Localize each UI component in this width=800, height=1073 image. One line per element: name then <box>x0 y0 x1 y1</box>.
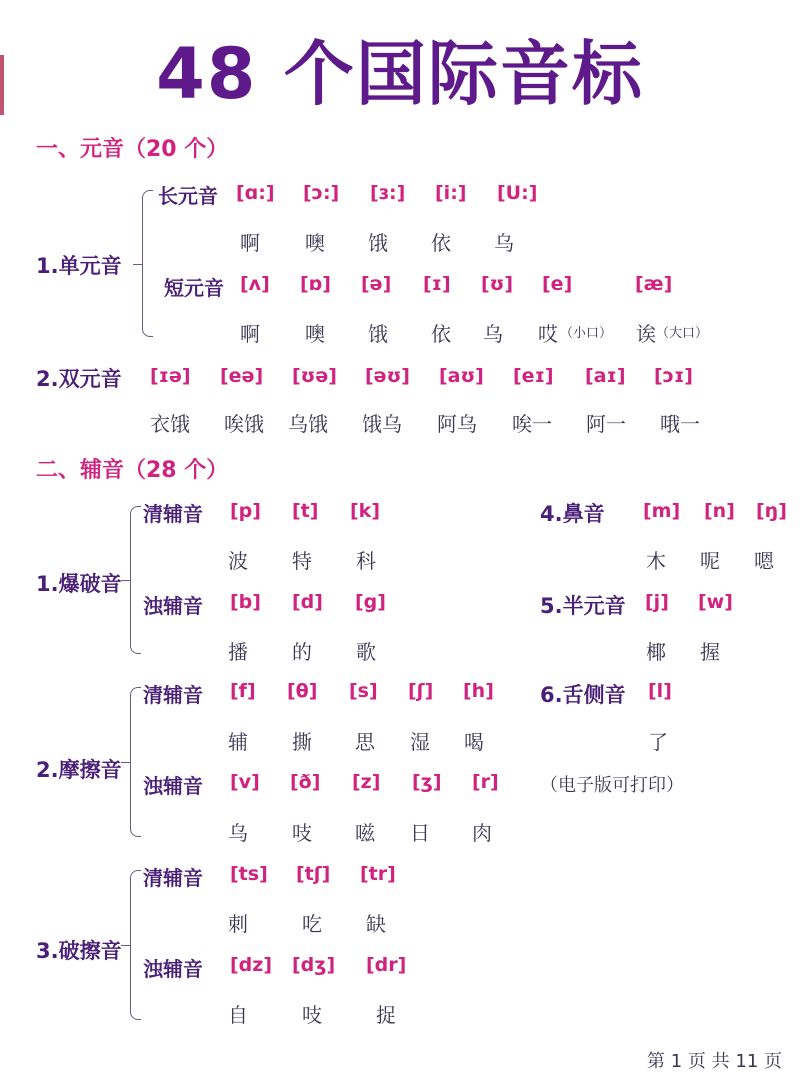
ipa-symbol: [k] <box>350 500 381 522</box>
ipa-symbol: [ts] <box>230 863 268 885</box>
hint-char: 自 <box>228 1003 248 1027</box>
ipa-symbol: [v] <box>230 771 260 793</box>
ipa-symbol: [eɪ] <box>513 365 554 387</box>
monophthong-label: 1.单元音 <box>36 254 122 278</box>
ipa-symbol: [dr] <box>366 954 407 976</box>
hint-char: 乌 <box>228 821 248 845</box>
ipa-symbol: [h] <box>463 680 494 702</box>
ipa-symbol: [æ] <box>635 273 673 295</box>
ipa-symbol: [ə] <box>361 273 392 295</box>
hint-char: 歌 <box>356 640 376 664</box>
hint-char: 嗯 <box>754 549 774 573</box>
hint-char: 乌 <box>483 322 503 346</box>
print-note: （电子版可打印） <box>540 775 684 796</box>
ipa-symbol: [j] <box>645 591 669 613</box>
voiceless-label: 清辅音 <box>143 502 203 526</box>
hint-char: 饿 <box>368 322 388 346</box>
hint-char: 阿乌 <box>437 412 477 436</box>
hint-char: 握 <box>700 640 720 664</box>
semivowel-label: 5.半元音 <box>540 594 626 618</box>
affricate-brace <box>130 870 141 1020</box>
hint-note: （大口） <box>656 326 709 341</box>
ipa-symbol: [t] <box>292 500 319 522</box>
hint-char: 辅 <box>228 730 248 754</box>
ipa-symbol: [l] <box>648 680 672 702</box>
hint-char: 嗞 <box>355 821 375 845</box>
plosive-label: 1.爆破音 <box>36 572 122 596</box>
hint-char: 刺 <box>228 912 248 936</box>
ipa-symbol: [tr] <box>360 863 396 885</box>
hint-char: 木 <box>646 549 666 573</box>
hint-note: （小口） <box>560 326 613 341</box>
ipa-symbol: [ʊ] <box>481 273 514 295</box>
ipa-symbol: [ʌ] <box>240 273 270 295</box>
hint-char: 诶 <box>636 322 656 346</box>
ipa-symbol: [ɑ:] <box>236 182 275 204</box>
ipa-symbol: [əʊ] <box>365 365 410 387</box>
hint-char: 科 <box>356 549 376 573</box>
hint-char: 啊 <box>240 231 260 255</box>
consonants-heading: 二、辅音（28 个） <box>36 458 229 483</box>
hint-char: 啊 <box>240 322 260 346</box>
ipa-symbol: [ŋ] <box>756 500 787 522</box>
ipa-symbol: [dʒ] <box>292 954 336 976</box>
ipa-symbol: [eə] <box>220 365 264 387</box>
ipa-symbol: [e] <box>542 273 573 295</box>
hint-char: 依 <box>431 231 451 255</box>
ipa-symbol: [d] <box>292 591 323 613</box>
voiced-label: 浊辅音 <box>143 594 203 618</box>
fricative-label: 2.摩擦音 <box>36 758 122 782</box>
hint-char: 日 <box>410 821 430 845</box>
hint-char: 缺 <box>366 912 386 936</box>
ipa-symbol: [s] <box>349 680 378 702</box>
lateral-label: 6.舌侧音 <box>540 683 626 707</box>
hint-char: 唉饿 <box>224 412 264 436</box>
ipa-symbol: [ð] <box>290 771 321 793</box>
hint-char: 了 <box>648 730 668 754</box>
hint-char: 的 <box>292 640 312 664</box>
ipa-symbol: [r] <box>472 771 499 793</box>
monophthong-brace <box>142 190 153 337</box>
fricative-brace <box>130 687 141 837</box>
ipa-symbol: [U:] <box>497 182 538 204</box>
ipa-symbol: [p] <box>230 500 261 522</box>
hint-char: 依 <box>431 322 451 346</box>
hint-char: 唉一 <box>512 412 552 436</box>
ipa-symbol: [ɒ] <box>300 273 331 295</box>
hint-char: 呢 <box>700 549 720 573</box>
page-counter: 第 1 页 共 11 页 <box>647 1051 782 1072</box>
voiced-label: 浊辅音 <box>143 957 203 981</box>
hint-char: 噢 <box>305 231 325 255</box>
ipa-symbol: [ʊə] <box>292 365 337 387</box>
ipa-symbol: [w] <box>698 591 733 613</box>
hint-char: 波 <box>228 549 248 573</box>
ipa-symbol: [aɪ] <box>585 365 626 387</box>
ipa-symbol: [ɪ] <box>423 273 451 295</box>
ipa-symbol: [aʊ] <box>439 365 484 387</box>
ipa-symbol: [θ] <box>287 680 318 702</box>
ipa-symbol: [ɪə] <box>150 365 191 387</box>
hint-char: 播 <box>228 640 248 664</box>
ipa-symbol: [ʃ] <box>408 680 434 702</box>
hint-char: 撕 <box>292 730 312 754</box>
voiced-label: 浊辅音 <box>143 774 203 798</box>
vowels-heading: 一、元音（20 个） <box>36 137 229 162</box>
hint-char: 衣饿 <box>150 412 190 436</box>
ipa-symbol: [m] <box>643 500 681 522</box>
ipa-symbol: [n] <box>704 500 735 522</box>
ipa-symbol: [dz] <box>230 954 273 976</box>
hint-char: 饿 <box>368 231 388 255</box>
ipa-symbol: [ɜ:] <box>370 182 406 204</box>
hint-char: 湿 <box>410 730 430 754</box>
voiceless-label: 清辅音 <box>143 683 203 707</box>
ipa-symbol: [ʒ] <box>412 771 442 793</box>
ipa-symbol: [f] <box>230 680 256 702</box>
hint-char: 捉 <box>376 1003 396 1027</box>
hint-char: 噢 <box>305 322 325 346</box>
hint-char: 思 <box>355 730 375 754</box>
ipa-symbol: [tʃ] <box>296 863 331 885</box>
hint-char: 吱 <box>292 821 312 845</box>
ipa-symbol: [g] <box>355 591 386 613</box>
page-title: 48 个国际音标 <box>156 33 644 115</box>
ipa-symbol: [i:] <box>435 182 467 204</box>
hint-char: 哎 <box>538 322 558 346</box>
hint-char: 肉 <box>472 821 492 845</box>
voiceless-label: 清辅音 <box>143 866 203 890</box>
hint-char: 特 <box>292 549 312 573</box>
hint-char: 阿一 <box>586 412 626 436</box>
ipa-symbol: [z] <box>352 771 381 793</box>
hint-char: 乌 <box>494 231 514 255</box>
hint-char: 喝 <box>464 730 484 754</box>
short-vowel-label: 短元音 <box>164 276 224 300</box>
hint-char: 饿乌 <box>362 412 402 436</box>
hint-char: 乌饿 <box>288 412 328 436</box>
long-vowel-label: 长元音 <box>158 184 218 208</box>
hint-char: 椰 <box>646 640 666 664</box>
hint-char: 吱 <box>302 1003 322 1027</box>
nasal-label: 4.鼻音 <box>540 502 605 526</box>
hint-char: 哦一 <box>660 412 700 436</box>
ipa-symbol: [ɔɪ] <box>654 365 693 387</box>
hint-char: 吃 <box>302 912 322 936</box>
ipa-symbol: [ɔ:] <box>303 182 340 204</box>
ipa-symbol: [b] <box>230 591 261 613</box>
plosive-brace <box>130 506 141 654</box>
diphthong-label: 2.双元音 <box>36 367 122 391</box>
affricate-label: 3.破擦音 <box>36 939 122 963</box>
